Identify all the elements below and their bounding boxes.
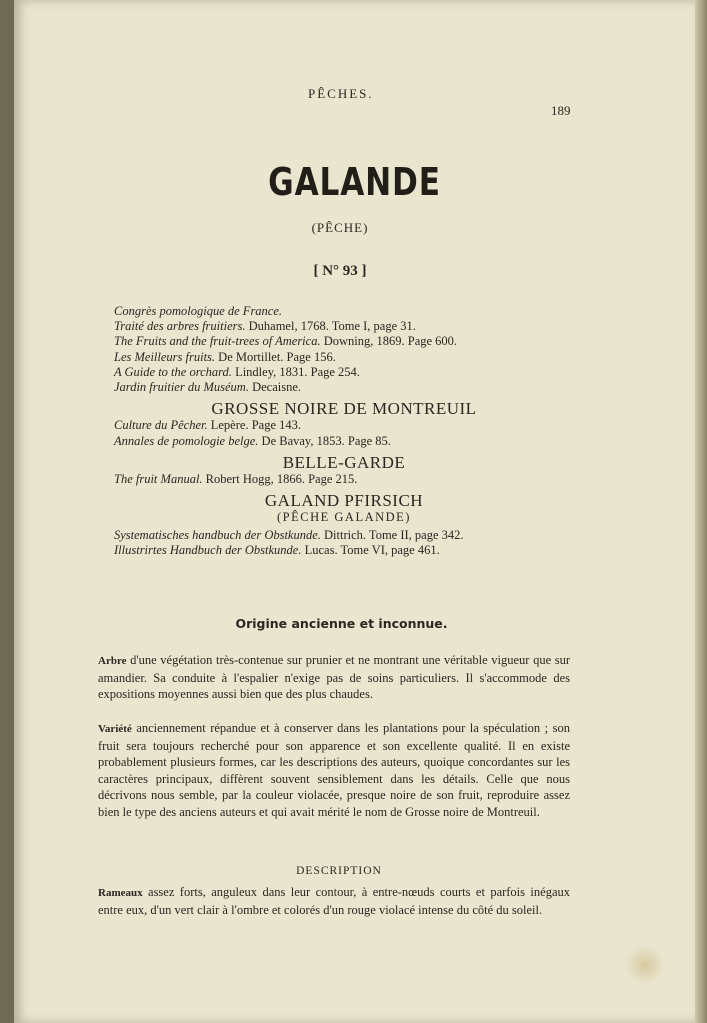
synonym-heading: BELLE-GARDE [282, 452, 406, 472]
variety-number: [ N° 93 ] [313, 263, 367, 279]
reference-line: Systematisches handbuch der Obstkunde. Dittrich. Tome II, page 342. [114, 527, 464, 542]
synonym-subheading: (PÊCHE GALANDE) [277, 510, 411, 525]
paragraph-lead: Arbre [98, 655, 127, 667]
tree-paragraph [98, 652, 570, 703]
page-edge [695, 0, 707, 1023]
reference-line: A Guide to the orchard. Lindley, 1831. Page 254. [114, 364, 360, 379]
synonym-heading: GROSSE NOIRE DE MONTREUIL [211, 399, 477, 419]
paragraph-text: assez forts, anguleux dans leur contour, à entre-nœuds courts et parfois inégaux entre eux, d'un vert clair à l'ombre et colorés d'un rouge violacé intense du côté du soleil. [98, 885, 570, 917]
book-page [14, 0, 695, 1023]
reference-line: Illustrirtes Handbuch der Obstkunde. Lucas. Tome VI, page 461. [114, 542, 440, 557]
variety-paragraph [98, 720, 570, 820]
reference-line: Culture du Pêcher. Lepère. Page 143. [114, 418, 301, 433]
paragraph-text: d'une végétation très-contenue sur prunier et ne montrant une véritable vigueur que sur amandier. Sa conduite à l'espalier n'exige pas de soins particuliers. Il s'accommode des expositions moyennes aussi bien que des plus chaudes. [98, 653, 571, 701]
reference-line: Annales de pomologie belge. De Bavay, 1853. Page 85. [114, 433, 391, 448]
paper-stain [625, 945, 665, 985]
references-block [114, 304, 584, 558]
paragraph-lead: Rameaux [98, 887, 143, 899]
reference-line: Congrès pomologique de France. [114, 304, 283, 318]
reference-line: Jardin fruitier du Muséum. Decaisne. [114, 380, 302, 395]
reference-line: Traité des arbres fruitiers. Duhamel, 1768. Tome I, page 31. [114, 319, 416, 334]
paragraph-lead: Variété [98, 723, 132, 735]
origin-heading: Origine ancienne et inconnue. [235, 616, 448, 631]
branches-paragraph [98, 884, 570, 918]
variety-title: GALANDE [268, 160, 441, 204]
synonym-heading: GALAND PFIRSICH [264, 491, 424, 511]
paragraph-text: anciennement répandue et à conserver dans les plantations pour la spéculation ; son fruit sera toujours recherché pour son apparence et son excellente qualité. Il en existe probablement plusieurs formes, car les descriptions des auteurs, quoique concordantes sur les caractères principaux, diffèrent souvent sensiblement dans les détails. Celle que nous décrivons nous semble, par la couleur violacée, presque noire de son fruit, reproduire assez bien le type des anciens auteurs et qui avait mérité le nom de Grosse noire de Montreuil. [98, 721, 571, 819]
running-head: PÊCHES. [308, 86, 374, 101]
page-number: 189 [551, 103, 571, 118]
description-heading: DESCRIPTION [296, 865, 382, 877]
reference-line: The fruit Manual. Robert Hogg, 1866. Page 215. [114, 472, 358, 487]
reference-line: Les Meilleurs fruits. De Mortillet. Page 156. [114, 349, 336, 364]
reference-line: The Fruits and the fruit-trees of America. Downing, 1869. Page 600. [114, 334, 458, 349]
variety-subtitle: (PÊCHE) [311, 220, 369, 235]
